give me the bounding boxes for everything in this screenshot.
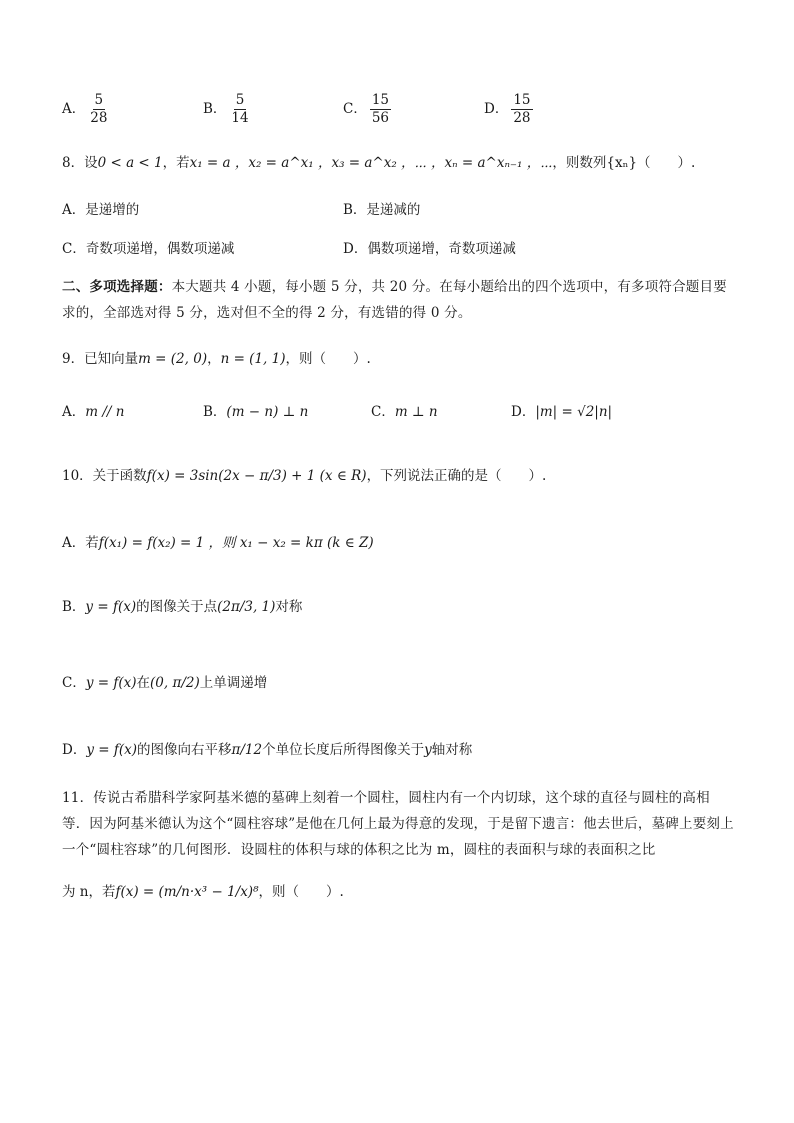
option-label: C． [343, 101, 367, 117]
q9-option-c[interactable]: C．m ⊥ n [371, 404, 438, 420]
vector-n: n = (1, 1) [220, 351, 286, 367]
function-expression: f(x) = 3sin(2x − π/3) + 1 (x ∈ R) [146, 468, 367, 484]
fraction: $\frac{5}{28}$ [90, 92, 108, 126]
q11-stem: 11．传说古希腊科学家阿基米德的墓碑上刻着一个圆柱，圆柱内有一个内切球，这个球的直径与圆柱的高相等．因为阿基米德认为这个“圆柱容球”是他在几何上最为得意的发现，于是留下遗言：他去世后，墓碑上要刻上一个“圆柱容球”的几何图形．设圆柱的体积与球的体积之比为 m，圆柱的表面积与球的表面积之比 [62, 790, 734, 858]
q10-option-b[interactable]: B．y = f(x)的图像关于点(2π/3, 1)对称 [62, 599, 303, 615]
option-label: B． [203, 101, 227, 117]
q7-option-b[interactable] [203, 92, 254, 127]
fraction: $\frac{15}{28}$ [513, 92, 531, 126]
interval: (0, π/2) [150, 675, 200, 691]
fraction: $\frac{15}{56}$ [371, 92, 390, 126]
section-title: 二、多项选择题： [62, 279, 172, 295]
center-point: (2π/3, 1) [217, 599, 276, 615]
section-instructions: 本大题共 4 小题，每小题 5 分，共 20 分。在每小题给出的四个选项中，有多项符合题目要求的，全部选对得 5 分，选对但不全的得 2 分，有选错的得 0 分。 [62, 279, 727, 321]
q9-option-a[interactable]: A．m // n [62, 404, 125, 420]
q9-option-d[interactable]: D．|m| = √2|n| [511, 404, 613, 420]
q8-option-a[interactable]: A．是递增的 [62, 202, 140, 218]
option-label: A． [62, 101, 86, 117]
q9-option-b[interactable]: B．(m − n) ⊥ n [203, 404, 309, 420]
function-expression: f(x) = (m/n·x³ − 1/x)⁸ [115, 884, 259, 900]
option-label: D． [484, 101, 509, 117]
q8-option-d[interactable]: D．偶数项递增，奇数项递减 [343, 241, 516, 257]
q11-stem-last-line: 为 n，若f(x) = (m/n·x³ − 1/x)⁸，则（ ）. [62, 884, 344, 900]
q10-option-d[interactable]: D．y = f(x)的图像向右平移π/12个单位长度后所得图像关于y轴对称 [62, 742, 473, 758]
q10-option-c[interactable]: C．y = f(x)在(0, π/2)上单调递增 [62, 675, 268, 691]
q10-stem: 10．关于函数f(x) = 3sin(2x − π/3) + 1 (x ∈ R)，下列说法正确的是（ ）. [62, 468, 547, 484]
fraction: $\frac{5}{14}$ [231, 92, 249, 126]
q8-stem: 8．设0 < a < 1，若x₁ = a ，x₂ = a^x₁ ，x₃ = a^x₂ ，⋯ ，xₙ = a^xₙ₋₁ ，⋯，则数列{xₙ}（ ）. [62, 155, 696, 171]
q7-option-a[interactable] [62, 92, 112, 127]
q8-option-b[interactable]: B．是递减的 [343, 202, 421, 218]
shift-amount: π/12 [231, 742, 263, 758]
q9-stem: 9．已知向量m = (2, 0)，n = (1, 1)，则（ ）. [62, 351, 371, 367]
vector-m: m = (2, 0) [138, 351, 208, 367]
q7-option-d[interactable] [484, 92, 536, 127]
q10-option-a[interactable]: A．若f(x₁) = f(x₂) = 1 ，则 x₁ − x₂ = kπ (k ∈ Z) [62, 535, 374, 551]
condition: 0 < a < 1 [97, 155, 163, 171]
sequence-terms: x₁ = a ，x₂ = a^x₁ ，x₃ = a^x₂ ，⋯ ，xₙ = a^xₙ₋₁ ，⋯ [189, 155, 553, 171]
section-heading [62, 274, 734, 326]
q8-option-c[interactable]: C．奇数项递增，偶数项递减 [62, 241, 235, 257]
q7-option-c[interactable] [343, 92, 394, 127]
